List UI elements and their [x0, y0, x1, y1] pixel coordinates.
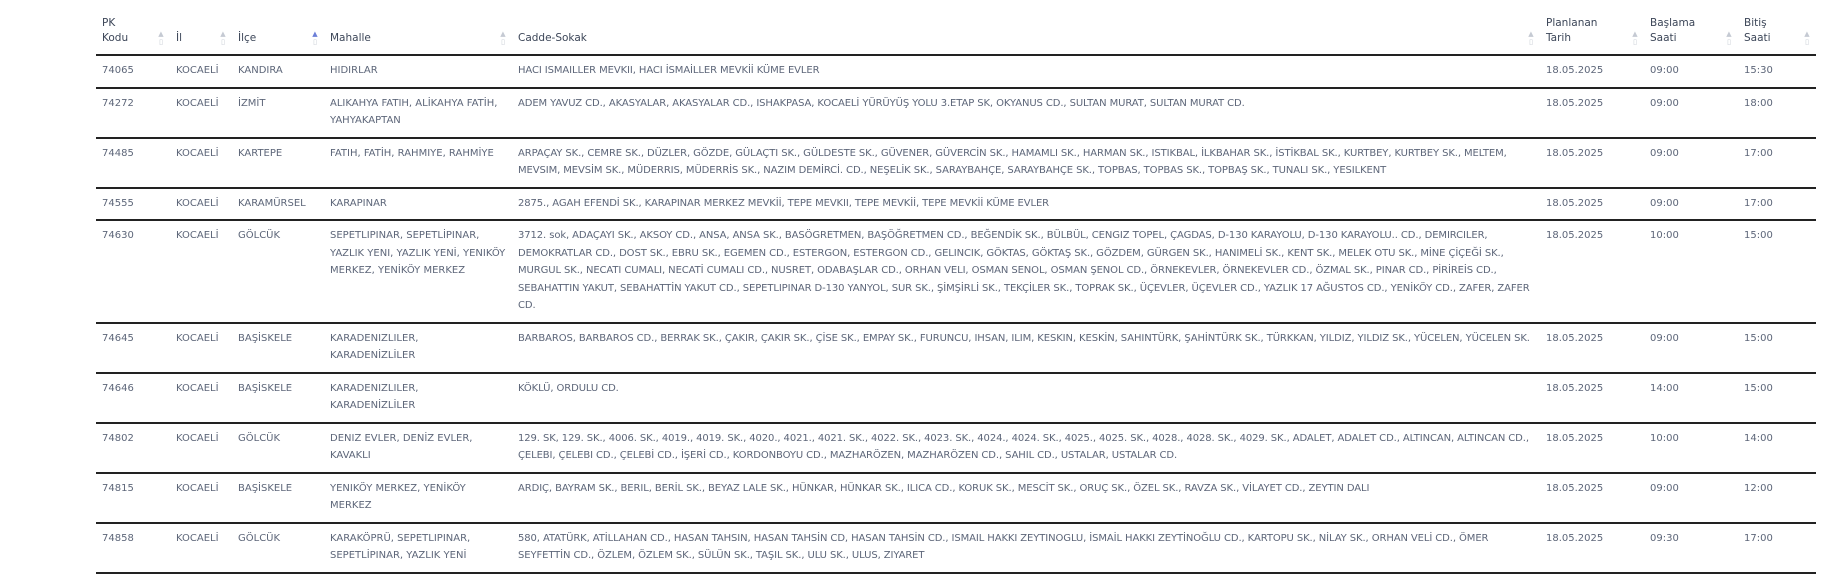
- cell-il: KOCAELİ: [170, 323, 232, 373]
- cell-ilce: KARAMÜRSEL: [232, 188, 324, 221]
- cell-bitis-saati: 17:00: [1738, 523, 1816, 573]
- sort-asc-icon: ▲: [1726, 30, 1732, 38]
- cell-bitis-saati: 17:00: [1738, 138, 1816, 188]
- sort-asc-icon: ▲: [312, 30, 318, 38]
- column-label-line2: İl: [176, 32, 183, 44]
- sort-desc-icon: ▯: [159, 38, 163, 46]
- cell-mahalle: KARADENIZLILER, KARADENİZLİLER: [324, 323, 512, 373]
- table-row: [96, 55, 1816, 88]
- cell-cadde-sokak: ADEM YAVUZ CD., AKASYALAR, AKASYALAR CD., ISHAKPASA, KOCAELİ YÜRÜYÜŞ YOLU 3.ETAP SK, OKYANUS CD., SULTAN MURAT, SULTAN MURAT CD.: [512, 88, 1540, 138]
- sort-icon[interactable]: [1630, 30, 1640, 46]
- cell-il: KOCAELİ: [170, 138, 232, 188]
- cell-pk-kodu: 74802: [96, 423, 170, 473]
- table-header: [96, 0, 1816, 55]
- cell-pk-kodu: 74272: [96, 88, 170, 138]
- cell-cadde-sokak: 129. SK, 129. SK., 4006. SK., 4019., 4019. SK., 4020., 4021., 4021. SK., 4022. SK., 4023. SK., 4024., 4024. SK., 4025., 4025. SK., 4028., 4028. SK., 4029. SK., ADALET, ADALET CD., ALTINCAN, ALTINCAN CD., ÇELEBI, ÇELEBI CD., ÇELEBİ CD., İŞERİ CD., KORDONBOYU CD., MAZHARÖZEN, MAZHARÖZEN CD., SAHIL CD., USTALAR, USTALAR CD.: [512, 423, 1540, 473]
- cell-bitis-saati: 12:00: [1738, 473, 1816, 523]
- table-body: [96, 55, 1816, 573]
- cell-mahalle: KARAKÖPRÜ, SEPETLIPINAR, SEPETLİPINAR, YAZLIK YENİ: [324, 523, 512, 573]
- cell-planlanan-tarih: 18.05.2025: [1540, 188, 1644, 221]
- cell-ilce: GÖLCÜK: [232, 220, 324, 323]
- table-row: [96, 88, 1816, 138]
- cell-ilce: KANDIRA: [232, 55, 324, 88]
- sort-desc-icon: ▯: [221, 38, 225, 46]
- outage-table-container: [96, 0, 1816, 574]
- sort-asc-icon: ▲: [1528, 30, 1534, 38]
- cell-pk-kodu: 74555: [96, 188, 170, 221]
- sort-desc-icon: ▯: [1633, 38, 1637, 46]
- column-label-line2: Saati: [1744, 32, 1771, 44]
- cell-planlanan-tarih: 18.05.2025: [1540, 138, 1644, 188]
- cell-baslama-saati: 10:00: [1644, 423, 1738, 473]
- table-row: [96, 220, 1816, 323]
- cell-baslama-saati: 09:00: [1644, 55, 1738, 88]
- column-label-line2: Mahalle: [330, 32, 371, 44]
- table-row: [96, 523, 1816, 573]
- cell-planlanan-tarih: 18.05.2025: [1540, 88, 1644, 138]
- cell-bitis-saati: 18:00: [1738, 88, 1816, 138]
- header-row: [96, 0, 1816, 55]
- cell-ilce: İZMİT: [232, 88, 324, 138]
- cell-planlanan-tarih: 18.05.2025: [1540, 220, 1644, 323]
- column-label-line2: Saati: [1650, 32, 1677, 44]
- cell-il: KOCAELİ: [170, 473, 232, 523]
- cell-ilce: BAŞİSKELE: [232, 373, 324, 423]
- column-label-line2: Tarih: [1546, 32, 1571, 44]
- cell-planlanan-tarih: 18.05.2025: [1540, 55, 1644, 88]
- cell-il: KOCAELİ: [170, 55, 232, 88]
- column-header-cadde-sokak[interactable]: [512, 0, 1540, 55]
- column-label-line1: [518, 16, 1534, 31]
- cell-ilce: KARTEPE: [232, 138, 324, 188]
- cell-cadde-sokak: 580, ATATÜRK, ATİLLAHAN CD., HASAN TAHSIN, HASAN TAHSİN CD, HASAN TAHSİN CD., ISMAIL HAKKI ZEYTINOGLU, İSMAİL HAKKI ZEYTİNOĞLU CD., KARTOPU SK., NİLAY SK., ORHAN VELİ CD., ÖMER SEYFETTİN CD., ÖZLEM, ÖZLEM SK., SÜLÜN SK., TAŞIL SK., ULU SK., ULUS, ZIYARET: [512, 523, 1540, 573]
- sort-desc-icon: ▯: [313, 38, 317, 46]
- cell-mahalle: ALIKAHYA FATIH, ALİKAHYA FATİH, YAHYAKAPTAN: [324, 88, 512, 138]
- cell-il: KOCAELİ: [170, 523, 232, 573]
- column-label-line1: [238, 16, 318, 31]
- sort-icon[interactable]: [1724, 30, 1734, 46]
- cell-il: KOCAELİ: [170, 188, 232, 221]
- sort-icon[interactable]: [218, 30, 228, 46]
- cell-cadde-sokak: BARBAROS, BARBAROS CD., BERRAK SK., ÇAKIR, ÇAKIR SK., ÇİSE SK., EMPAY SK., FURUNCU, IHSAN, ILIM, KESKIN, KESKİN, SAHINTÜRK, ŞAHİNTÜRK SK., TÜRKKAN, YILDIZ, YILDIZ SK., YÜCELEN, YÜCELEN SK.: [512, 323, 1540, 373]
- cell-mahalle: SEPETLIPINAR, SEPETLİPINAR, YAZLIK YENI, YAZLIK YENİ, YENIKÖY MERKEZ, YENİKÖY MERKEZ: [324, 220, 512, 323]
- cell-planlanan-tarih: 18.05.2025: [1540, 373, 1644, 423]
- cell-planlanan-tarih: 18.05.2025: [1540, 423, 1644, 473]
- column-header-mahalle[interactable]: [324, 0, 512, 55]
- column-header-bitis-saati[interactable]: [1738, 0, 1816, 55]
- column-label-line1: [330, 16, 506, 31]
- cell-pk-kodu: 74485: [96, 138, 170, 188]
- cell-baslama-saati: 09:00: [1644, 473, 1738, 523]
- column-label-line2: Cadde-Sokak: [518, 32, 587, 44]
- sort-icon[interactable]: [498, 30, 508, 46]
- cell-ilce: BAŞİSKELE: [232, 473, 324, 523]
- table-row: [96, 323, 1816, 373]
- column-label-line1: Başlama: [1650, 17, 1696, 29]
- sort-asc-icon: ▲: [1804, 30, 1810, 38]
- cell-mahalle: YENIKÖY MERKEZ, YENİKÖY MERKEZ: [324, 473, 512, 523]
- cell-mahalle: KARAPINAR: [324, 188, 512, 221]
- cell-baslama-saati: 14:00: [1644, 373, 1738, 423]
- table-row: [96, 473, 1816, 523]
- cell-baslama-saati: 09:00: [1644, 138, 1738, 188]
- cell-ilce: GÖLCÜK: [232, 423, 324, 473]
- cell-bitis-saati: 15:00: [1738, 373, 1816, 423]
- column-header-ilce[interactable]: [232, 0, 324, 55]
- cell-bitis-saati: 15:30: [1738, 55, 1816, 88]
- cell-ilce: BAŞİSKELE: [232, 323, 324, 373]
- cell-il: KOCAELİ: [170, 220, 232, 323]
- sort-icon[interactable]: [1526, 30, 1536, 46]
- cell-mahalle: HIDIRLAR: [324, 55, 512, 88]
- sort-asc-icon: ▲: [220, 30, 226, 38]
- sort-desc-icon: ▯: [501, 38, 505, 46]
- column-label-line1: Planlanan: [1546, 17, 1598, 29]
- table-row: [96, 188, 1816, 221]
- sort-asc-icon: ▲: [158, 30, 164, 38]
- cell-ilce: GÖLCÜK: [232, 523, 324, 573]
- cell-cadde-sokak: KÖKLÜ, ORDULU CD.: [512, 373, 1540, 423]
- cell-pk-kodu: 74065: [96, 55, 170, 88]
- cell-cadde-sokak: 2875., AGAH EFENDİ SK., KARAPINAR MERKEZ MEVKİİ, TEPE MEVKII, TEPE MEVKİİ, TEPE MEVKİİ KÜME EVLER: [512, 188, 1540, 221]
- cell-mahalle: KARADENIZLILER, KARADENİZLİLER: [324, 373, 512, 423]
- cell-cadde-sokak: 3712. sok, ADAÇAYI SK., AKSOY CD., ANSA, ANSA SK., BASÖGRETMEN, BAŞÖĞRETMEN CD., BEĞENDİK SK., BÜLBÜL, CENGIZ TOPEL, ÇAGDAS, D-130 KARAYOLU, D-130 KARAYOLU.. CD., DEMIRCILER, DEMOKRATLAR CD., DOST SK., EBRU SK., EGEMEN CD., ESTERGON, ESTERGON CD., GELINCIK, GÖKTAS, GÖKTAŞ SK., GÖZDEM, GÜRGEN SK., HANIMELİ SK., KENT SK., MELEK OTU SK., MİNE ÇİÇEĞİ SK., MURGUL SK., NECATI CUMALI, NECATİ CUMALI CD., NUSRET, ODABAŞLAR CD., ORHAN VELI, OSMAN SENOL, OSMAN ŞENOL CD., ÖRNEKEVLER, ÖRNEKEVLER CD., ÖZMAL SK., PINAR CD., PİRİREİS CD., SEBAHATTIN YAKUT, SEBAHATTİN YAKUT CD., SEPETLIPINAR D-130 YANYOL, SUR SK., ŞİMŞİRLİ SK., TEKÇİLER SK., TOPRAK SK., ÜÇEVLER, ÜÇEVLER CD., YAZLIK 17 AĞUSTOS CD., YENİKÖY CD., ZAFER, ZAFER CD.: [512, 220, 1540, 323]
- cell-cadde-sokak: ARDIÇ, BAYRAM SK., BERIL, BERİL SK., BEYAZ LALE SK., HÜNKAR, HÜNKAR SK., ILICA CD., KORUK SK., MESCİT SK., ORUÇ SK., ÖZEL SK., RAVZA SK., VİLAYET CD., ZEYTIN DALI: [512, 473, 1540, 523]
- outage-table: [96, 0, 1816, 574]
- sort-icon[interactable]: [156, 30, 166, 46]
- cell-planlanan-tarih: 18.05.2025: [1540, 323, 1644, 373]
- cell-planlanan-tarih: 18.05.2025: [1540, 523, 1644, 573]
- column-label-line1: Bitiş: [1744, 17, 1767, 29]
- column-header-il[interactable]: [170, 0, 232, 55]
- column-header-baslama-saati[interactable]: [1644, 0, 1738, 55]
- cell-cadde-sokak: ARPAÇAY SK., CEMRE SK., DÜZLER, GÖZDE, GÜLAÇTI SK., GÜLDESTE SK., GÜVENER, GÜVERCİN SK., HAMAMLI SK., HARMAN SK., ISTIKBAL, İLKBAHAR SK., İSTİKBAL SK., KURTBEY, KURTBEY SK., MELTEM, MEVSIM, MEVSİM SK., MÜDERRIS, MÜDERRİS SK., NAZIM DEMİRCİ. CD., NEŞELİK SK., SARAYBAHÇE, SARAYBAHÇE SK., TOPBAS, TOPBAS SK., TOPBAŞ SK., TUNALI SK., YESILKENT: [512, 138, 1540, 188]
- sort-icon[interactable]: [1802, 30, 1812, 46]
- cell-mahalle: DENIZ EVLER, DENİZ EVLER, KAVAKLI: [324, 423, 512, 473]
- column-label-line1: [176, 16, 226, 31]
- column-label-line2: İlçe: [238, 32, 257, 44]
- table-row: [96, 423, 1816, 473]
- cell-il: KOCAELİ: [170, 88, 232, 138]
- cell-il: KOCAELİ: [170, 423, 232, 473]
- cell-bitis-saati: 15:00: [1738, 220, 1816, 323]
- table-row: [96, 373, 1816, 423]
- sort-asc-icon: ▲: [500, 30, 506, 38]
- column-label-line1: PK: [102, 17, 116, 29]
- sort-desc-icon: ▯: [1529, 38, 1533, 46]
- cell-baslama-saati: 09:00: [1644, 88, 1738, 138]
- cell-mahalle: FATIH, FATİH, RAHMIYE, RAHMİYE: [324, 138, 512, 188]
- column-label-line2: Kodu: [102, 32, 129, 44]
- table-row: [96, 138, 1816, 188]
- cell-bitis-saati: 15:00: [1738, 323, 1816, 373]
- cell-pk-kodu: 74815: [96, 473, 170, 523]
- sort-desc-icon: ▯: [1805, 38, 1809, 46]
- cell-pk-kodu: 74630: [96, 220, 170, 323]
- cell-bitis-saati: 14:00: [1738, 423, 1816, 473]
- cell-bitis-saati: 17:00: [1738, 188, 1816, 221]
- cell-baslama-saati: 09:00: [1644, 323, 1738, 373]
- cell-pk-kodu: 74646: [96, 373, 170, 423]
- cell-cadde-sokak: HACI ISMAILLER MEVKII, HACI İSMAİLLER MEVKİİ KÜME EVLER: [512, 55, 1540, 88]
- sort-asc-icon: ▲: [1632, 30, 1638, 38]
- sort-icon[interactable]: [310, 30, 320, 46]
- column-header-pk-kodu[interactable]: [96, 0, 170, 55]
- sort-desc-icon: ▯: [1727, 38, 1731, 46]
- column-header-planlanan-tarih[interactable]: [1540, 0, 1644, 55]
- cell-il: KOCAELİ: [170, 373, 232, 423]
- cell-pk-kodu: 74645: [96, 323, 170, 373]
- cell-baslama-saati: 09:30: [1644, 523, 1738, 573]
- cell-baslama-saati: 09:00: [1644, 188, 1738, 221]
- cell-baslama-saati: 10:00: [1644, 220, 1738, 323]
- cell-pk-kodu: 74858: [96, 523, 170, 573]
- cell-planlanan-tarih: 18.05.2025: [1540, 473, 1644, 523]
